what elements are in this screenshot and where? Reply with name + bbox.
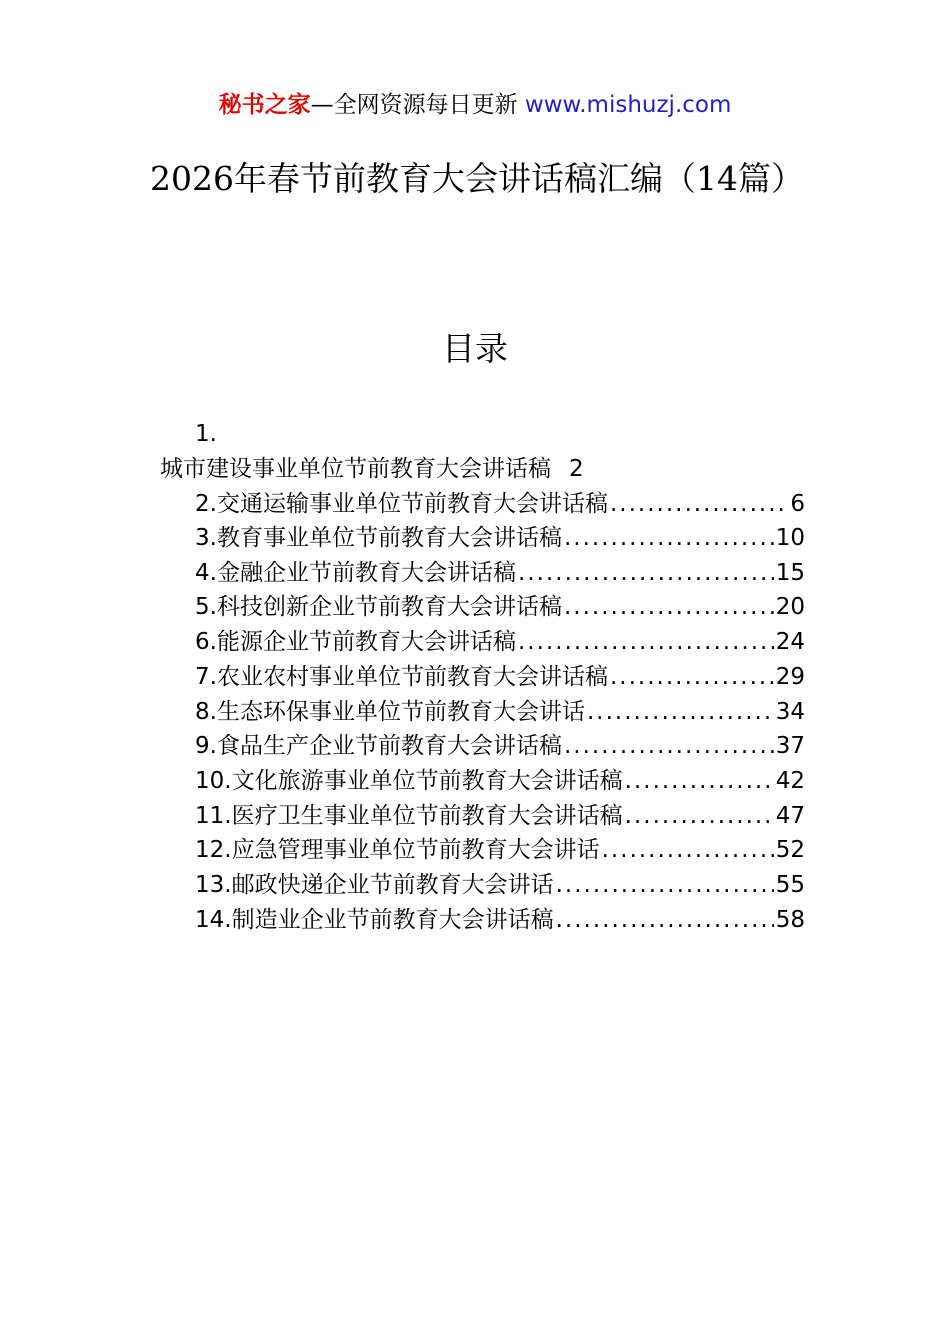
toc-entry-2[interactable] bbox=[195, 487, 805, 521]
toc-entry-label bbox=[195, 903, 554, 937]
toc-entry-number: 13. bbox=[195, 872, 232, 898]
toc-entry-label bbox=[195, 521, 562, 555]
toc-entry-page: 47 bbox=[775, 803, 805, 829]
toc-dot-leader bbox=[556, 903, 774, 937]
toc-entry-label bbox=[195, 764, 623, 798]
toc-entry-page: 58 bbox=[775, 907, 805, 933]
toc-entry-title: 医疗卫生事业单位节前教育大会讲话稿 bbox=[231, 803, 623, 829]
toc-entry-title: 食品生产企业节前教育大会讲话稿 bbox=[216, 733, 562, 759]
toc-entry-number: 4. bbox=[195, 560, 217, 586]
toc-entry-title: 城市建设事业单位节前教育大会讲话稿 bbox=[160, 456, 551, 482]
toc-dot-leader bbox=[587, 695, 774, 729]
toc-entry-13[interactable] bbox=[195, 868, 805, 902]
toc-entry-page: 29 bbox=[775, 664, 805, 690]
toc-entry-number: 11. bbox=[195, 803, 232, 829]
toc-dot-leader bbox=[564, 729, 774, 763]
toc-dot-leader bbox=[625, 764, 774, 798]
toc-entry-number: 14. bbox=[195, 907, 232, 933]
banner-url-link[interactable]: www.mishuzj.com bbox=[524, 92, 732, 118]
toc-entry-label bbox=[195, 695, 585, 729]
toc-heading: 目录 bbox=[442, 329, 508, 368]
toc-entry-number: 3. bbox=[195, 525, 217, 551]
toc-entry-number: 10. bbox=[195, 768, 232, 794]
toc-entry-3[interactable] bbox=[195, 521, 805, 555]
toc-entry-title: 文化旅游事业单位节前教育大会讲话稿 bbox=[231, 768, 623, 794]
toc-dot-leader bbox=[602, 833, 774, 867]
toc-dot-leader bbox=[610, 487, 788, 521]
toc-entry-9[interactable] bbox=[195, 729, 805, 763]
toc-entry-page: 20 bbox=[775, 594, 805, 620]
toc-entry-title: 制造业企业节前教育大会讲话稿 bbox=[231, 907, 554, 933]
toc-entry-label bbox=[195, 868, 554, 902]
toc-entry-number: 8. bbox=[195, 699, 217, 725]
toc-entry-page: 2 bbox=[569, 456, 584, 482]
toc-entry-4[interactable] bbox=[195, 556, 805, 590]
toc-entry-7[interactable] bbox=[195, 660, 805, 694]
toc-entry-5[interactable] bbox=[195, 590, 805, 624]
toc-entry-page: 15 bbox=[775, 560, 805, 586]
toc-entry-page: 42 bbox=[775, 768, 805, 794]
toc-entry-page: 24 bbox=[775, 629, 805, 655]
toc-entry-title: 交通运输事业单位节前教育大会讲话稿 bbox=[216, 491, 608, 517]
banner-tagline: —全网资源每日更新 bbox=[310, 92, 525, 118]
toc-entry-number: 12. bbox=[195, 837, 232, 863]
toc-entry-label bbox=[195, 625, 516, 659]
toc-entry-label bbox=[195, 590, 562, 624]
toc-entry-8[interactable] bbox=[195, 695, 805, 729]
toc-entry-page: 10 bbox=[775, 525, 805, 551]
toc-entry-10[interactable] bbox=[195, 764, 805, 798]
toc-entry-label bbox=[160, 452, 584, 486]
toc-entry-label bbox=[195, 487, 608, 521]
banner-brand: 秘书之家 bbox=[218, 92, 311, 118]
toc-entry-label bbox=[195, 729, 562, 763]
toc-entry-number: 6. bbox=[195, 629, 217, 655]
toc-entry-6[interactable] bbox=[195, 625, 805, 659]
toc-dot-leader bbox=[518, 625, 774, 659]
toc-entry-label bbox=[195, 799, 623, 833]
toc-entry-title: 农业农村事业单位节前教育大会讲话稿 bbox=[216, 664, 608, 690]
toc-dot-leader bbox=[564, 521, 774, 555]
toc-dot-leader bbox=[625, 799, 774, 833]
toc-entry-title: 邮政快递企业节前教育大会讲话 bbox=[231, 872, 554, 898]
toc-entry-title: 金融企业节前教育大会讲话稿 bbox=[216, 560, 516, 586]
toc-entry-number: 1. bbox=[195, 421, 217, 447]
toc-entry-number: 2. bbox=[195, 491, 217, 517]
toc-entry-number: 5. bbox=[195, 594, 217, 620]
toc-entry-label bbox=[195, 556, 516, 590]
toc-dot-leader bbox=[556, 868, 774, 902]
toc-entry-11[interactable] bbox=[195, 799, 805, 833]
toc-entry-page: 34 bbox=[775, 699, 805, 725]
toc-entry-page: 6 bbox=[790, 491, 805, 517]
toc-entry-label bbox=[195, 833, 600, 867]
toc-entry-page: 37 bbox=[775, 733, 805, 759]
toc-entry-title: 科技创新企业节前教育大会讲话稿 bbox=[216, 594, 562, 620]
toc-dot-leader bbox=[564, 590, 774, 624]
toc-entry-title: 能源企业节前教育大会讲话稿 bbox=[216, 629, 516, 655]
toc-entry-page: 52 bbox=[775, 837, 805, 863]
toc-entry-12[interactable] bbox=[195, 833, 805, 867]
toc-entry-number: 7. bbox=[195, 664, 217, 690]
toc-entry-title: 教育事业单位节前教育大会讲话稿 bbox=[216, 525, 562, 551]
toc-dot-leader bbox=[518, 556, 774, 590]
document-title: 2026年春节前教育大会讲话稿汇编（14篇） bbox=[150, 159, 804, 198]
toc-entry-number: 9. bbox=[195, 733, 217, 759]
toc-entry-title: 生态环保事业单位节前教育大会讲话 bbox=[216, 699, 585, 725]
toc-entry-label bbox=[195, 660, 608, 694]
toc-entry-page: 55 bbox=[775, 872, 805, 898]
toc-entry-14[interactable] bbox=[195, 903, 805, 937]
toc-dot-leader bbox=[610, 660, 774, 694]
toc-entry-title: 应急管理事业单位节前教育大会讲话 bbox=[231, 837, 600, 863]
